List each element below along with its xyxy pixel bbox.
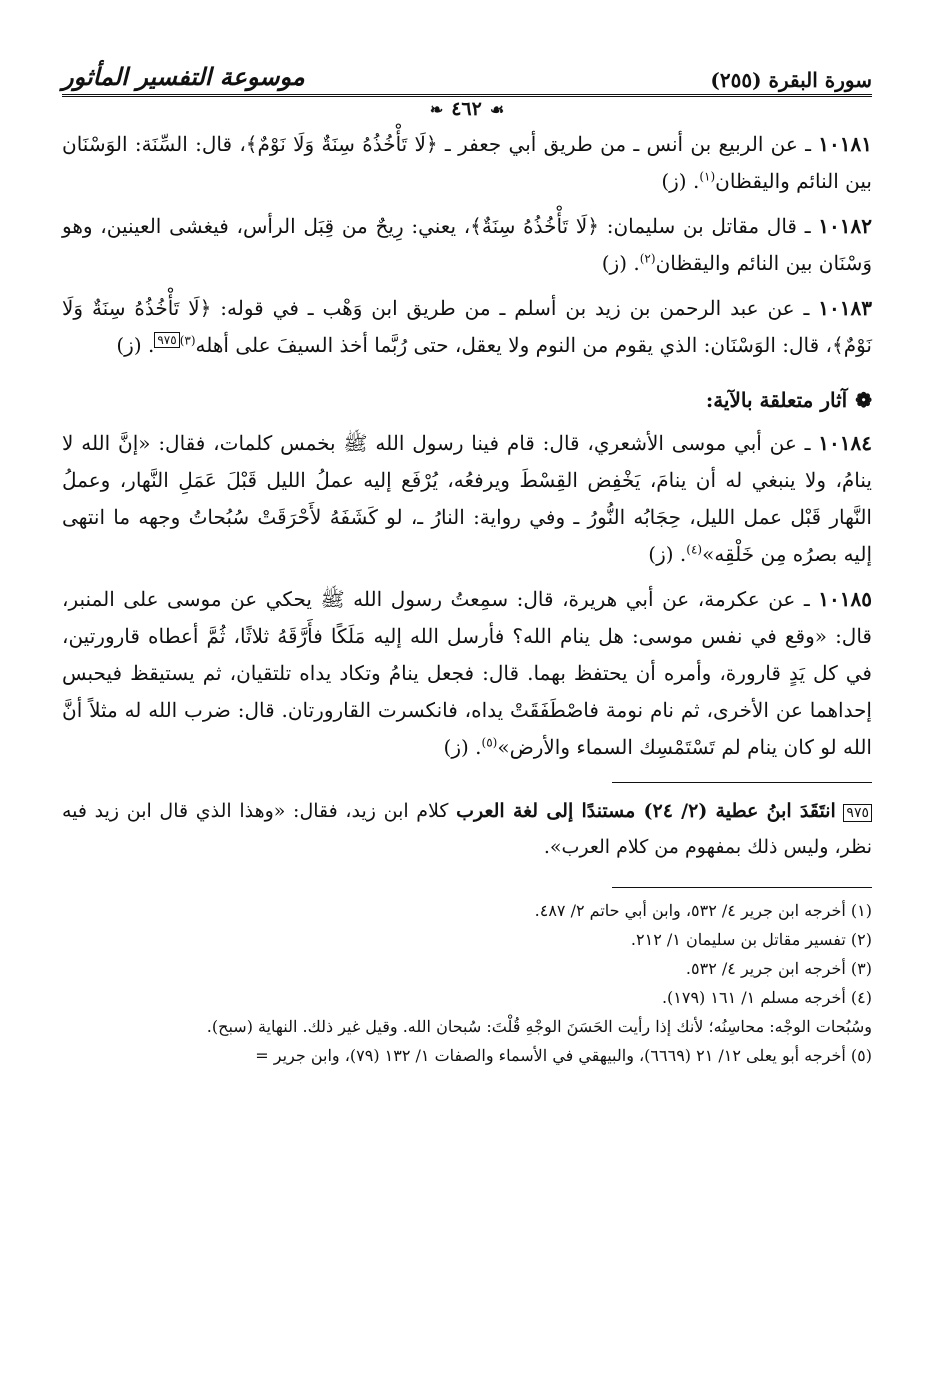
page-number-line [62,98,872,120]
flower-ornament-icon: ❁ [855,388,872,412]
comment-box: ٩٧٥ [843,804,872,822]
entry-end: . (ز) [443,735,482,759]
entry-number: ١٠١٨٤ [818,431,872,455]
ornament-left-icon: ❧ [429,100,444,119]
entry-text: ـ عن أبي موسى الأشعري، قال: قام فينا رسول الله ﷺ بخمس كلمات، فقال: «إنَّ الله لا ينامُ، ولا ينبغي له أن ينامَ، يَخْفِض القِسْطَ ويرفعُه، يُرْفَع إليه عملُ الليل قَبْلَ عَمَلِ النَّهار، وعملُ النَّهار قَبْل عمل الليل، حِجَابُه النُّورُ ـ وفي رواية: النارُ ـ، لو كَشَفَهُ لأَحْرَقَتْ سُبُحاتُ وجهه ما انتهى إليه بصرُه مِن خَلْقِه» [62,431,872,566]
running-header [62,50,872,92]
header-rule [62,94,872,97]
entry-end: . (ز) [661,169,700,193]
entry-end: . (ز) [648,542,687,566]
entry-text: ـ عن عكرمة، عن أبي هريرة، قال: سمِعتُ رسول الله ﷺ يحكي عن موسى على المنبر، قال: «وقع في نفس موسى: هل ينام الله؟ فأرسل الله إليه مَلَكًا فأَرَّقَهُ ثلاثًا، ثُمَّ أعطاه قارورتين، في كل يَدٍ قارورة، وأمره أن يحتفظ بهما. قال: فجعل ينامُ وتكاد يداه تلتقيان، ثم يستيقظ فيحبس إحداهما عن الأخرى، ثم نام نومة فاصْطَفَقَتْ يداه، فانكسرت القارورتان. قال: ضرب الله له مثلاً أنَّ الله لو كان ينام لم تَسْتَمْسِك السماء والأرض» [62,587,872,759]
footnote-ref[interactable]: (٣) [179,333,196,348]
footnote-ref[interactable]: (٥) [481,735,498,750]
section-title: آثار متعلقة بالآية: [705,388,848,412]
entry [62,290,872,364]
footnote: (٣) أخرجه ابن جرير ٤/ ٥٣٢. [685,959,872,978]
footnote: (٢) تفسير مقاتل بن سليمان ١/ ٢١٢. [630,930,872,949]
page-number: ٤٦٢ [451,98,482,120]
page [62,50,872,1070]
entry-end: . (ز) [601,251,640,275]
footnote: (٥) أخرجه أبو يعلى ١٢/ ٢١ (٦٦٦٩)، والبيهقي في الأسماء والصفات ١/ ١٣٢ (٧٩)، وابن جرير = [255,1046,872,1065]
footnote: (١) أخرجه ابن جرير ٤/ ٥٣٢، وابن أبي حاتم ٢/ ٤٨٧. [534,901,872,920]
footnote-ref[interactable]: (٢) [639,251,656,266]
entry-end: . (ز) [116,333,155,357]
footnotes [62,896,872,1070]
entry-number: ١٠١٨٣ [818,296,873,320]
entry [62,126,872,200]
main-text [62,126,872,766]
footnote: (٤) أخرجه مسلم ١/ ١٦١ (١٧٩). [661,988,872,1007]
section-heading [62,382,872,419]
comment-ref-box[interactable]: ٩٧٥ [154,332,179,348]
entry [62,208,872,282]
ornament-right-icon: ☙ [489,100,505,119]
entry-number: ١٠١٨١ [818,132,872,156]
book-title: موسوعة التفسير المأثور [62,62,305,91]
entry-text: ـ عن الربيع بن أنس ـ من طريق أبي جعفر ـ ﴿لَا تَأْخُذُهُ سِنَةٌ وَلَا نَوْمٌ﴾، قال: السِّنَة: الوَسْنَان بين النائم واليقظان [62,132,872,193]
comment-rule [612,782,872,783]
comment-bold: انتَقَدَ ابنُ عطية (٢/ ٢٤) مستندًا إلى لغة العرب [456,800,836,822]
entry-text: ـ قال مقاتل بن سليمان: ﴿لَا تَأْخُذُهُ سِنَةٌ﴾، يعني: رِيحٌ من قِبَل الرأس، فيغشى العينين، وهو وَسْنَان بين النائم واليقظان [62,214,872,275]
footnote-continuation: وسُبُحات الوجْه: محاسِنُه؛ لأنك إذا رأيت الحَسَنَ الوجْهِ قُلْتَ: سُبحان الله. وقيل غير ذلك. النهاية (سبح). [206,1017,872,1036]
entry [62,425,872,573]
entry [62,581,872,766]
surah-header: سورة البقرة (٢٥٥) [710,68,872,92]
footnote-ref[interactable]: (٤) [686,542,703,557]
comment-text: كلام ابن زيد، فقال: «وهذا الذي قال ابن زيد فيه نظر، وليس ذلك بمفهوم من كلام العرب». [62,800,872,858]
commentary [62,793,872,865]
footnote-ref[interactable]: (١) [699,169,716,184]
entry-number: ١٠١٨٥ [818,587,872,611]
entry-number: ١٠١٨٢ [818,214,873,238]
footnote-rule [612,887,872,888]
entry-text: ـ عن عبد الرحمن بن زيد بن أسلم ـ من طريق ابن وَهْب ـ في قوله: ﴿لَا تَأْخُذُهُ سِنَةٌ وَلَا نَوْمٌ﴾، قال: الوَسْنَان: الذي يقوم من النوم ولا يعقل، حتى رُبَّما أخذ السيفَ على أهله [62,296,872,357]
